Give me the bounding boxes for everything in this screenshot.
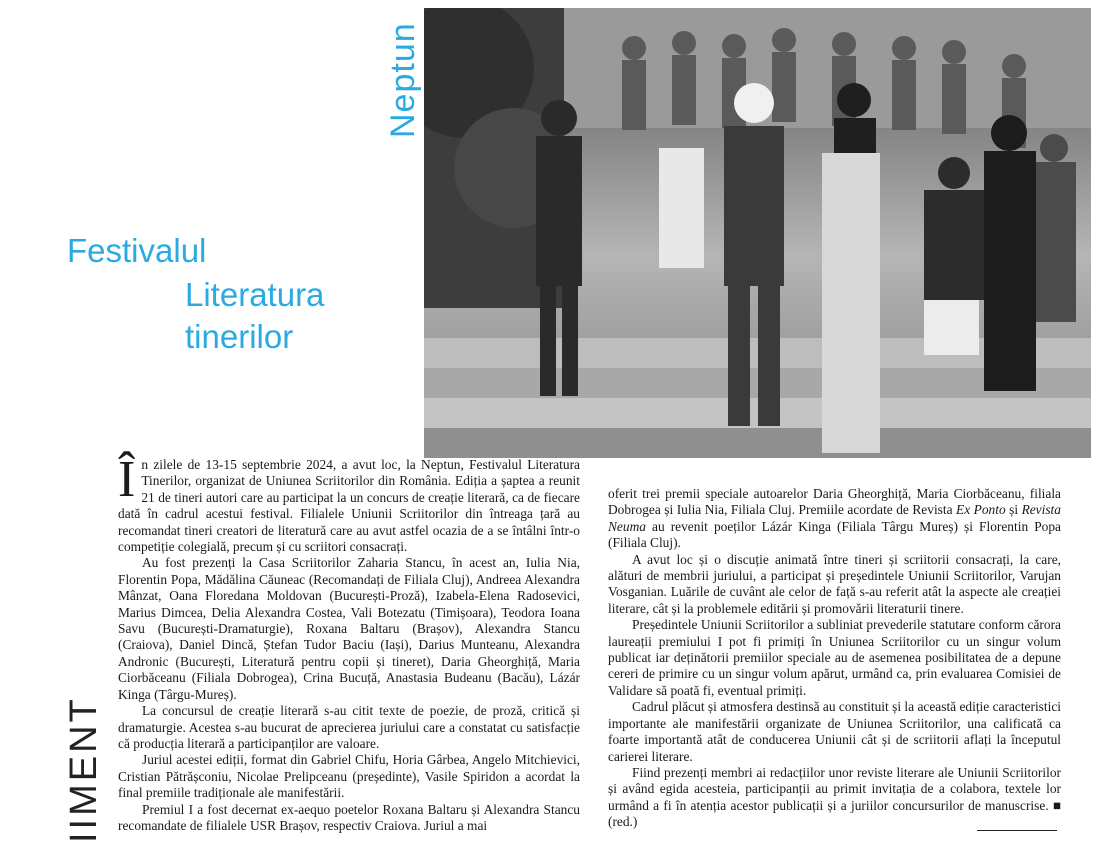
- article-paragraph: oferit trei premii speciale autoarelor Daria Gheorghiță, Maria Ciorbăceanu, filiala Dobrogea și Iulia Nia, Filiala Cluj. Premiile acordate de Revista Ex Ponto și Revista Neuma au revenit poeților Lázár Kinga (Filiala Târgu Mureș) și Florentin Popa (Filiala Cluj).: [608, 486, 1061, 551]
- article-paragraph: Președintele Uniunii Scriitorilor a subliniat prevederile statutare conform cărora laureații premiului I pot fi primiți în Uniunea Scriitorilor cu un singur volum publicat iar deținătorii premiilor speciale au de asemenea posibilitatea de a depune cereri de primire cu un singur volum apărut, urmând ca, prin evaluarea Comisiei de Validare să poată fi, eventual primiți.: [608, 617, 1061, 698]
- article-paragraph: A avut loc și o discuție animată între tineri și scriitorii consacrați, la care, alături de membrii juriului, a participat și președintele Uniunii Scriitorilor, Varujan Vosganian. Luările de cuvânt ale celor de față s-au referit atât la aspecte ale creației literare, cât și la problemele editării și promovării literaturii tinere.: [608, 551, 1061, 616]
- article-paragraph: Fiind prezenți membri ai redacțiilor unor reviste literare ale Uniunii Scriitorilor și având egida acesteia, participanții au primit invitația de a colabora, textele lor urmând a fi în atenția acestor publicații și a juriilor concursurilor de manuscrise. ■ (red.): [608, 764, 1061, 830]
- group-photo: [424, 8, 1091, 458]
- article-title-line-1: Festivalul: [67, 232, 207, 269]
- section-label: IIMENT: [63, 696, 105, 843]
- article-column-right: [608, 486, 1061, 831]
- article-paragraph: Juriul acestei ediții, format din Gabriel Chifu, Horia Gârbea, Angelo Mitchievici, Cristian Pătrășconiu, Nicolae Prelipceanu (președinte), Vasile Spiridon a acordat la final premiile tradiționale ale manifestării.: [118, 752, 580, 801]
- article-paragraph: Cadrul plăcut și atmosfera destinsă au constituit și la această ediție caracteristici importante ale manifestării organizate de Uniunea Scriitorilor, una calificată ca foarte importantă atât de conducerea Uniunii cât și de scriitorii aflați la începutul carierei literare.: [608, 699, 1061, 764]
- article-title-line-2: Literatura: [185, 276, 325, 313]
- drop-cap: Î: [118, 451, 136, 508]
- place-label: Neptun: [384, 22, 422, 138]
- article-paragraph: În zilele de 13-15 septembrie 2024, a avut loc, la Neptun, Festivalul Literatura Tinerilor, organizat de Uniunea Scriitorilor din România. Ediția a șaptea a reunit 21 de tineri autori care au participat la un concurs de creație literară, ca de fiecare dată în cadrul acestui festival. Filialele Uniunii Scriitorilor din întreaga țară au recomandat tineri creatori de literatură care au avut astfel ocazia de a se întâlni într-o competiție colegială, precum și cu scriitori consacrați.: [118, 451, 580, 555]
- article-column-left: [118, 451, 580, 834]
- article-title-line-3: tinerilor: [185, 318, 294, 355]
- end-rule: [977, 830, 1057, 831]
- article-paragraph: La concursul de creație literară s-au citit texte de poezie, de proză, critică și dramaturgie. Acestea s-au bucurat de aprecierea juriului care a constatat cu satisfacție că producția literară a participanților are valoare.: [118, 703, 580, 751]
- article-paragraph: Au fost prezenți la Casa Scriitorilor Zaharia Stancu, în acest an, Iulia Nia, Florentin Popa, Mădălina Căuneac (Recomandați de Filiala Cluj), Andreea Alexandra Mânzat, Oana Floredana Moldovan (București-Proză), Izabela-Elena Radosevici, Marius Dimcea, Delia Alexandra Costea, Vali Botezatu (Timișoara), Teodora Ioana Savu (București-Dramaturgie), Roxana Baltaru (Brașov), Alexandra Stancu (Craiova), Daniel Dincă, Ștefan Tudor Baciu (Iași), Darius Munteanu, Alexandra Andronic (București, Literatură pentru copii și tineret), Daria Gheorghiță, Maria Ciorbăceanu (Filiala Dobrogea), Crina Bucuță, Anastasia Budeanu (Bacău), Lázár Kinga (Târgu-Mureș).: [118, 555, 580, 702]
- article-paragraph: Premiul I a fost decernat ex-aequo poetelor Roxana Baltaru și Alexandra Stancu recomandate de filialele USR Brașov, respectiv Craiova. Juriul a mai: [118, 801, 580, 833]
